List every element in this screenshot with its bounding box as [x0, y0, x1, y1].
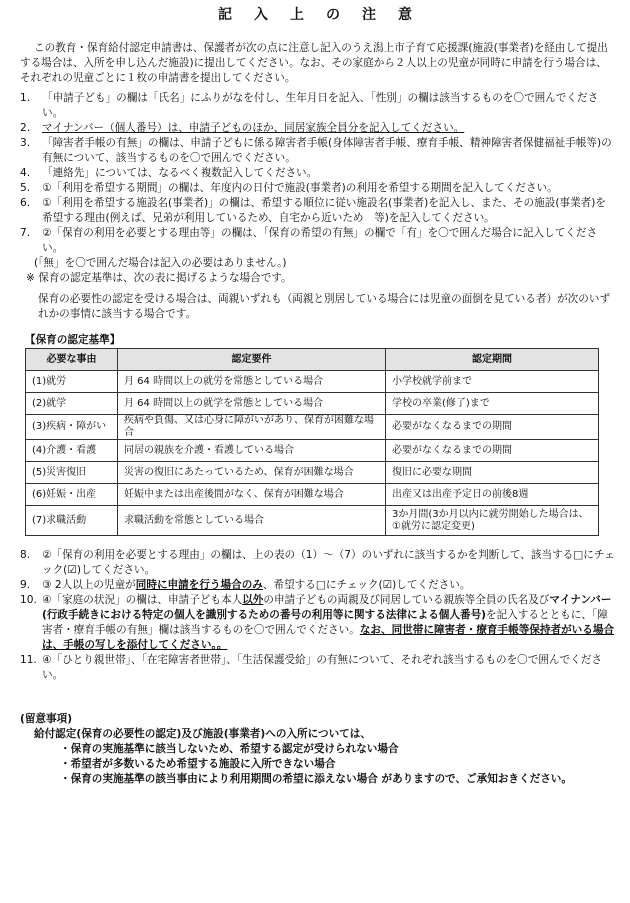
remarks-bullet: ・希望者が多数いるため希望する施設に入所できない場合 [60, 758, 336, 770]
col-header: 必要な事由 [26, 349, 118, 371]
note-item: 2. マイナンバー（個人番号）は、申請子どものほか、同居家族全員分を記入してください。 [20, 122, 465, 134]
title-char: 上 [290, 7, 304, 23]
remarks-lead: 給付認定(保育の必要性の認定)及び施設(事業者)への入所については、 [34, 728, 371, 740]
table-row: (2)就学 月 64 時間以上の就学を常態としている場合 学校の卒業(修了)まで [26, 393, 599, 415]
note-item: 3. 「障害者手帳の有無」の欄は、申請子どもに係る障害者手帳(身体障害者手帳、療育手帳、精神障害者保健福祉手帳等)の有無について、該当するものを〇で囲んでください。 [20, 137, 612, 164]
table-row: (4)介護・看護 同居の親族を介護・看護している場合 必要がなくなるまでの期間 [26, 440, 599, 462]
note-item: 4. 「連絡先」については、なるべく複数記入してください。 [20, 167, 318, 179]
col-header: 認定要件 [118, 349, 386, 371]
title-char: 入 [254, 7, 268, 23]
table-row: (5)災害復旧 災害の復旧にあたっているため、保育が困難な場合 復旧に必要な期間 [26, 462, 599, 484]
table-row: (6)妊娠・出産 妊娠中または出産後間がなく、保育が困難な場合 出産又は出産予定日の前後8週 [26, 484, 599, 506]
table-row: (3)疾病・障がい 疾病や負傷、又は心身に障がいがあり、保育が困難な場合 必要がなくなるまでの期間 [26, 415, 599, 440]
note-item: 5. ①「利用を希望する期間」の欄は、年度内の日付で施設(事業者)の利用を希望する期間を記入してください。 [20, 182, 558, 194]
remarks-bullet: ・保育の実施基準の該当事由により利用期間の希望に添えない場合 がありますので、ご承知おきください。 [60, 773, 572, 785]
remarks-heading: (留意事項) [20, 713, 73, 725]
title-char: 記 [218, 7, 232, 23]
title-char: の [326, 7, 340, 23]
notes-list-1 [20, 91, 615, 286]
table-row: (1)就労 月 64 時間以上の就労を常態としている場合 小学校就学前まで [26, 371, 599, 393]
criteria-note: ※ 保育の認定基準は、次の表に掲げるような場合です。 [26, 272, 292, 284]
notes-list-2 [20, 548, 615, 683]
criteria-intro: 保育の必要性の認定を受ける場合は、両親いずれも（両親と別居している場合には児童の面倒を見ている者）が次のいずれかの事情に該当する場合です。 [38, 293, 611, 320]
note7-sub: (「無」を〇で囲んだ場合は記入の必要はありません。) [34, 257, 287, 269]
note-item: 6. ①「利用を希望する施設名(事業者)」の欄は、希望する順位に従い施設名(事業者)を記入し、また、その施設(事業者)を希望する理由(例えば、兄弟が利用しているため、自宅から近いため 等)を記入してください。 [20, 197, 606, 224]
remarks-bullet: ・保育の実施基準に該当しないため、希望する認定が受けられない場合 [60, 743, 399, 755]
note-item: 10. ④「家庭の状況」の欄は、申請子ども本人以外の申請子どもの両親及び同居している親族等全員の氏名及びマイナンバー(行政手続きにおける特定の個人を識別するための番号の利用等に関する法律による個人番号)を記入するとともに、「障害者・療育手帳の有無」欄は該当するものを〇で囲んでください。なお、同世帯に障害者・療育手帳等保持者がいる場合は、手帳の写しを添付してください。。 [20, 594, 615, 651]
page-title [0, 8, 630, 23]
criteria-table [25, 348, 599, 536]
note-item: 9. ③ 2人以上の児童が同時に申請を行う場合のみ、希望する□にチェック(☑)してください。 [20, 579, 471, 591]
remarks-section [20, 712, 615, 787]
note-item: 1. 「申請子ども」の欄は「氏名」にふりがなを付し、生年月日を記入、「性別」の欄は該当するものを〇で囲んでください。 [20, 92, 599, 119]
table-row: (7)求職活動 求職活動を常態としている場合 3か月間(3か月以内に就労開始した場合は、①就労に認定変更) [26, 506, 599, 536]
note-item: 11. ④「ひとり親世帯」、「在宅障害者世帯」、「生活保護受給」の有無について、それぞれ該当するものを〇で囲んでください。 [20, 654, 602, 681]
note-item: 8. ②「保育の利用を必要とする理由」の欄は、上の表の（1）～（7）のいずれに該当するかを判断して、該当する□にチェック(☑)してください。 [20, 549, 615, 576]
intro-paragraph: この教育・保育給付認定申請書は、保護者が次の点に注意し記入のうえ潟上市子育て応援課(施設(事業者)を経由して提出する場合は、入所を申し込んだ施設)に提出してください。なお、その家庭から２人以上の児童が同時に申請を行う場合は、それぞれの児童ごとに１枚の申請書を提出してください。 [20, 42, 608, 84]
table-label: 【保育の認定基準】 [25, 334, 121, 346]
table-header-row [26, 349, 599, 371]
col-header: 認定期間 [386, 349, 599, 371]
note-item: 7. ②「保育の利用を必要とする理由等」の欄は、「保育の希望の有無」の欄で「有」を〇で囲んだ場合に記入してください。 [20, 227, 598, 254]
title-char: 意 [398, 7, 412, 23]
title-char: 注 [362, 7, 376, 23]
